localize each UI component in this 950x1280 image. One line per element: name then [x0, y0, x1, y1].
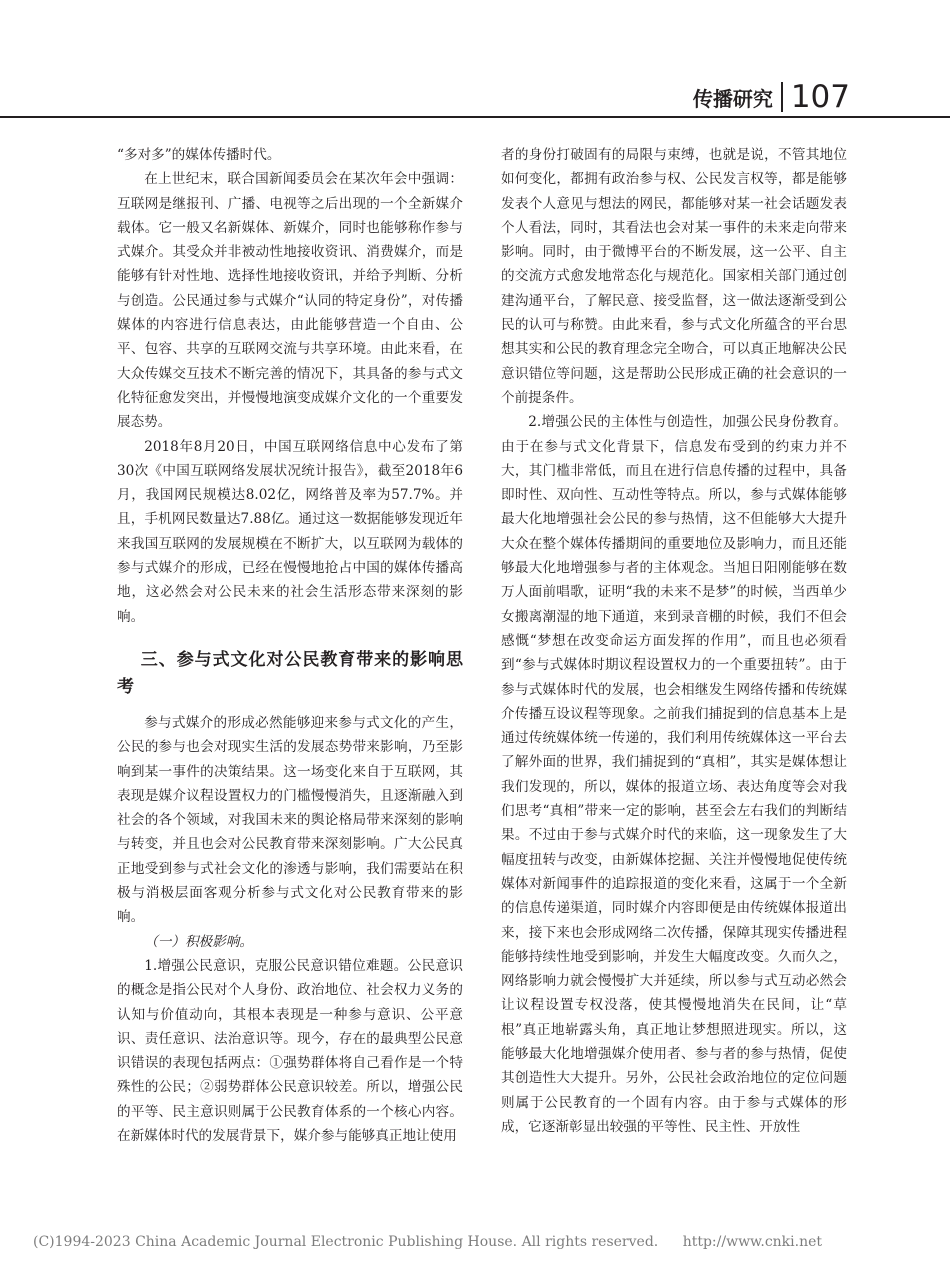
body-paragraph: “多对多”的媒体传播时代。 [117, 147, 281, 163]
header-divider [781, 82, 783, 112]
right-column [501, 143, 847, 1139]
page-number: 107 [790, 79, 850, 115]
header-rule [0, 116, 950, 118]
left-column [117, 143, 463, 1148]
body-paragraph: 1.增强公民意识，克服公民意识错位难题。公民意识的概念是指公民对个人身份、政治地位、社会权力义务的认知与价值动向，其根本表现是一种参与意识、公平意识、责任意识、法治意识等。现今，存在的最典型公民意识错误的表现包括两点：①强势群体将自己看作是一个特殊性的公民；②弱势群体公民意识较差。所以，增强公民的平等、民主意识则属于公民教育体系的一个核心内容。在新媒体时代的发展背景下，媒介参与能够真正地让使用 [117, 957, 463, 1144]
body-paragraph: 在上世纪末，联合国新闻委员会在某次年会中强调：互联网是继报刊、广播、电视等之后出现的一个全新媒介载体。它一般又名新媒体、新媒介，同时也能够称作参与式媒介。其受众并非被动性地接收资讯、消费媒介，而是能够有针对性地、选择性地接收资讯，并给予判断、分析与创造。公民通过参与式媒介“认同的特定身份”，对传播媒体的内容进行信息表达，由此能够营造一个自由、公平、包容、共享的互联网交流与共享环境。由此来看，在大众传媒交互技术不断完善的情况下，其具备的参与式文化特征愈发突出，并慢慢地演变成媒介文化的一个重要发展态势。 [117, 171, 463, 431]
running-header [693, 80, 850, 114]
subheading: （一）积极影响。 [144, 933, 253, 950]
body-paragraph: 者的身份打破固有的局限与束缚，也就是说，不管其地位如何变化，都拥有政治参与权、公民发言权等，都是能够发表个人意见与想法的网民，都能够对某一社会话题发表个人看法，同时，其看法也会对某一事件的未来走向带来影响。同时，由于微博平台的不断发展，这一公平、自主的交流方式愈发地常态化与规范化。国家相关部门通过创建沟通平台，了解民意、接受监督，这一做法逐渐受到公民的认可与称赞。由此来看，参与式文化所蕴含的平台思想其实和公民的教育理念完全吻合，可以真正地解决公民意识错位等问题，这是帮助公民形成正确的社会意识的一个前提条件。 [501, 147, 847, 406]
body-paragraph: 2018年8月20日，中国互联网络信息中心发布了第30次《中国互联网络发展状况统计报告》，截至2018年6月，我国网民规模达8.02亿，网络普及率为57.7%。并且，手机网民数量达7.88亿。通过这一数据能够发现近年来我国互联网的发展规模在不断扩大，以互联网为载体的参与式媒介的形成，已经在慢慢地抢占中国的媒体传播高地，这必然会对公民未来的社会生活形态带来深刻的影响。 [117, 438, 463, 625]
footer-url[interactable]: http://www.cnki.net [682, 1234, 823, 1250]
body-paragraph: 参与式媒介的形成必然能够迎来参与式文化的产生，公民的参与也会对现实生活的发展态势带来影响，乃至影响到某一事件的决策结果。这一场变化来自于互联网，其表现是媒介议程设置权力的门槛慢慢消失，且逐渐融入到社会的各个领域，对我国未来的舆论格局带来深刻的影响与转变，并且也会对公民教育带来深刻影响。广大公民真正地受到参与式社会文化的渗透与影响，我们需要站在积极与消极层面客观分析参与式文化对公民教育带来的影响。 [117, 714, 463, 926]
body-paragraph: 2.增强公民的主体性与创造性，加强公民身份教育。由于在参与式文化背景下，信息发布受到的约束力并不大，其门槛非常低，而且在进行信息传播的过程中，具备即时性、双向性、互动性等特点。所以，参与式媒体能够最大化地增强社会公民的参与热情，这不但能够大大提升大众在整个媒体传播期间的重要地位及影响力，而且还能够最大化地增强参与者的主体观念。当旭日阳刚能够在数万人面前唱歌，证明“我的未来不是梦”的时候，当西单少女搬离潮湿的地下通道，来到录音棚的时候，我们不但会感慨“梦想在改变命运方面发挥的作用”，而且也必须看到“参与式媒体时期议程设置权力的一个重要扭转”。由于参与式媒体时代的发展，也会相继发生网络传播和传统媒介传播互设议程等现象。之前我们捕捉到的信息基本上是通过传统媒体统一传递的，我们利用传统媒体这一平台去了解外面的世界，我们捕捉到的“真相”，其实是媒体想让我们发现的，所以，媒体的报道立场、表达角度等会对我们思考“真相”带来一定的影响，甚至会左右我们的判断结果。不过由于参与式媒介时代的来临，这一现象发生了大幅度扭转与改变，由新媒体挖掘、关注并慢慢地促使传统媒体对新闻事件的追踪报道的变化来看，这属于一个全新的信息传递渠道，同时媒介内容即便是由传统媒体报道出来，接下来也会形成网络二次传播，保障其现实传播进程能够持续性地受到影响，并发生大幅度改变。久而久之，网络影响力就会慢慢扩大并延续，所以参与式互动必然会让议程设置专权没落，使其慢慢地消失在民间，让“草根”真正地崭露头角，真正地让梦想照进现实。所以，这能够最大化地增强媒介使用者、参与者的参与热情，促使其创造性大大提升。另外，公民社会政治地位的定位问题则属于公民教育的一个固有内容。由于参与式媒体的形成，它逐渐彰显出较强的平等性、民主性、开放性 [501, 414, 847, 1135]
journal-section-title: 传播研究 [692, 86, 773, 111]
section-heading: 三、参与式文化对公民教育带来的影响思考 [117, 649, 463, 697]
copyright-footer [33, 1234, 933, 1250]
copyright-text: (C)1994-2023 China Academic Journal Electronic Publishing House. All rights reserved. [33, 1234, 659, 1250]
